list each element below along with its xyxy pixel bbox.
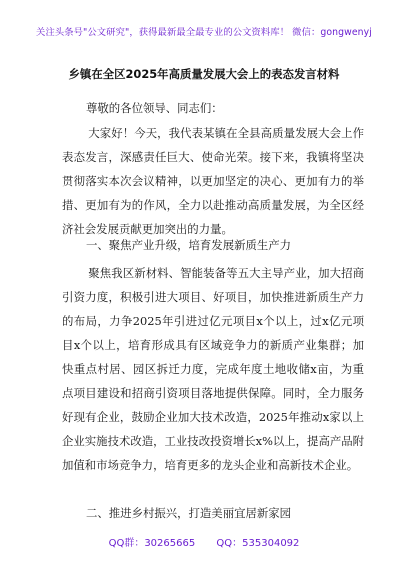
footer-qq: QQ：535304092 [216,538,300,549]
section-1-heading: 一、聚焦产业升级，培育发展新质生产力 [86,238,292,252]
footer-qq-group: QQ群：30265665 [108,538,196,549]
document-title: 乡镇在全区2025年高质量发展大会上的表态发言材料 [68,67,340,81]
section-2-heading: 二、推进乡村振兴，打造美丽宜居新家园 [86,506,292,520]
intro-paragraph: 大家好！今天，我代表某镇在全县高质量发展大会上作表态发言，深感责任巨大、使命光荣。接下来，我镇将坚决贯彻落实本次会议精神，以更加坚定的决心、更加有力的举措、更加有为的作风，全力以赴推动高质量发展，为全区经济社会发展贡献更加突出的力量。 [62,126,364,236]
header-banner: 关注头条号"公文研究"，获得最新最全最专业的公文资料库！ 微信：gongwenyj [36,27,372,38]
section-1-body: 聚焦我区新材料、智能装备等五大主导产业，加大招商引资力度，积极引进大项目、好项目，加快推进新质生产力的布局，力争2025年引进过亿元项目x个以上，过x亿元项目x个以上，培育形成具有区域竞争力的新质产业集群；加快重点村居、园区拆迁力度，完成年度土地收储x亩，为重点项目建设和招商引资项目落地提供保障。同时，全力服务好现有企业，鼓励企业加大技术改造，2025年推动x家以上企业实施技术改造，工业技改投资增长x%以上，提高产品附加值和市场竞争力，培育更多的龙头企业和高新技术企业。 [62,266,365,472]
footer-contact [0,534,408,549]
salutation: 尊敬的各位领导、同志们： [86,101,223,115]
